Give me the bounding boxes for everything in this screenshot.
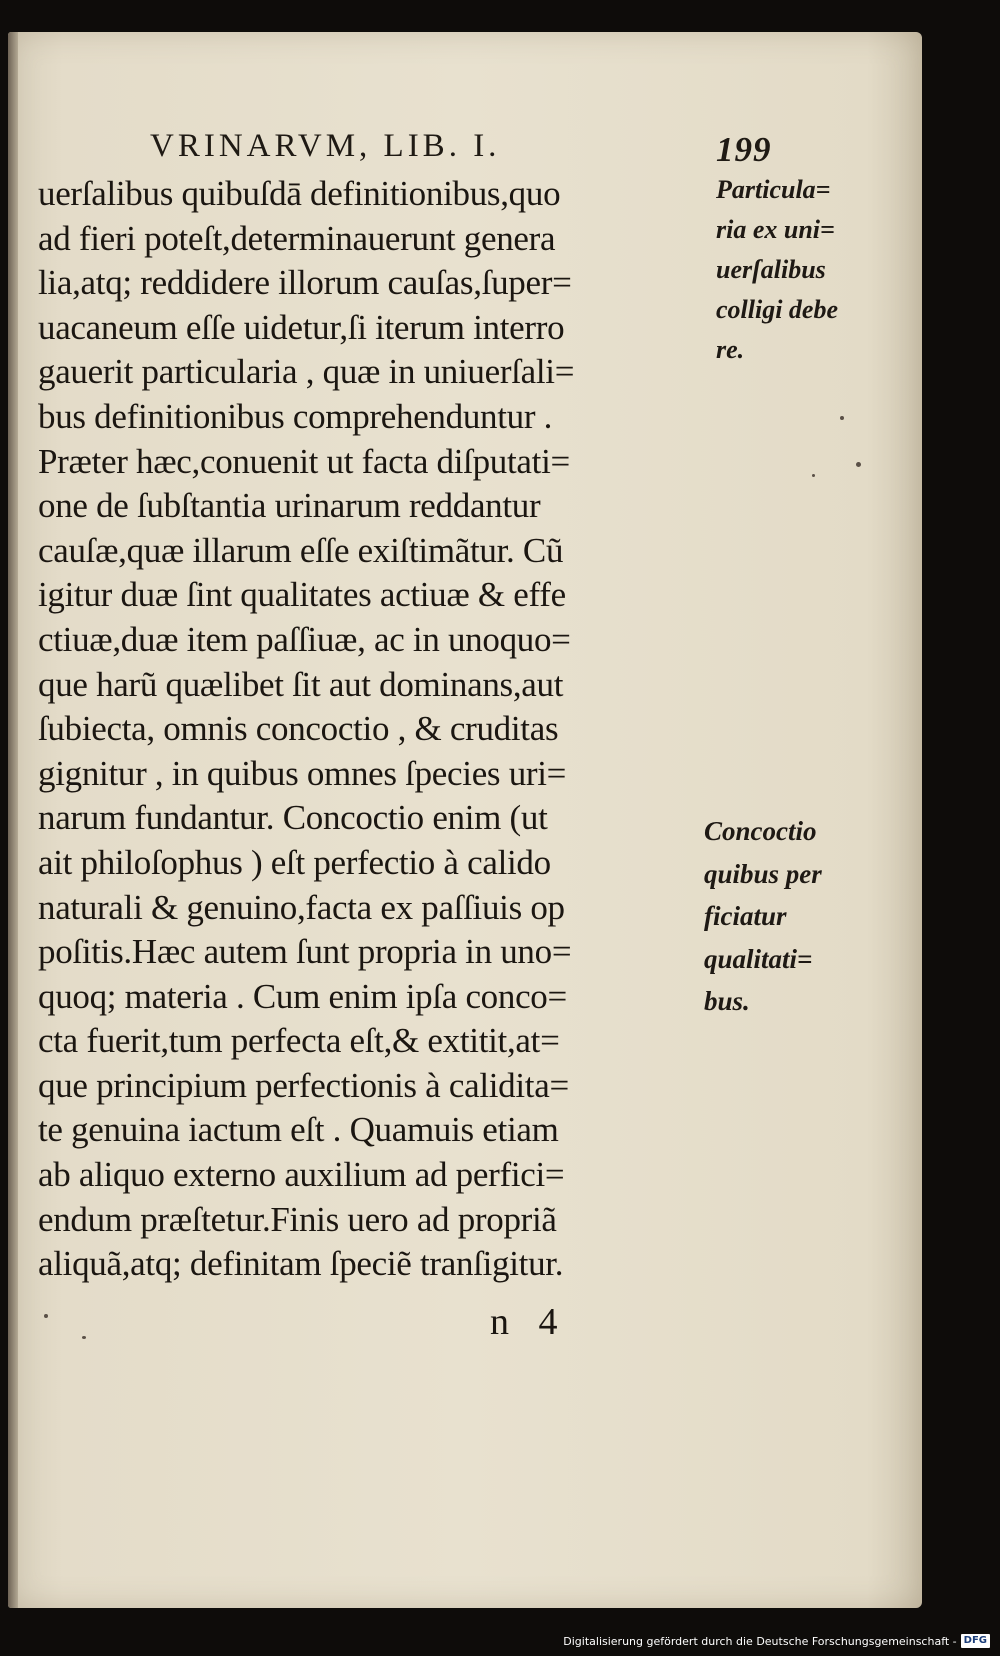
- marginal-note-line: ria ex uni=: [716, 215, 835, 244]
- ink-speck: [856, 462, 861, 467]
- marginal-note-line: ficiatur: [704, 901, 787, 931]
- marginal-note-concoctio: [704, 810, 822, 1023]
- text-line: cauſæ,quæ illarum eſſe exiſtimãtur. Cũ: [38, 530, 564, 570]
- text-line: endum præſtetur.Finis uero ad propriã: [38, 1199, 557, 1239]
- text-line: uerſalibus quibuſdā definitionibus,quo: [38, 174, 561, 213]
- marginal-note-line: bus.: [704, 986, 750, 1016]
- dfg-logo: DFG: [961, 1634, 990, 1648]
- text-line: gauerit particularia , quæ in uniuerſali=: [38, 352, 575, 392]
- text-line: ait philoſophus ) eſt perfectio à calido: [38, 842, 551, 882]
- text-line: aliquã,atq; definitam ſpeciẽ tranſigitur.: [38, 1244, 564, 1284]
- text-line: poſitis.Hæc autem ſunt propria in uno=: [38, 932, 572, 972]
- page-gutter-edge: [8, 32, 18, 1608]
- text-line: lia,atq; reddidere illorum cauſas,ſuper=: [38, 263, 572, 303]
- marginal-note-line: Concoctio: [704, 816, 817, 846]
- text-line: que principium perfectionis à calidita=: [38, 1065, 569, 1105]
- text-line: gignitur , in quibus omnes ſpecies uri=: [38, 753, 567, 793]
- text-line: narum fundantur. Concoctio enim (ut: [38, 798, 548, 838]
- text-line: ad fieri poteſt,determinauerunt genera: [38, 218, 556, 258]
- text-line: ſubiecta, omnis concoctio , & cruditas: [38, 709, 559, 749]
- running-header: VRINARVM, LIB. I.: [150, 128, 501, 164]
- marginal-note-line: Particula=: [716, 175, 831, 204]
- signature-mark: n 4: [490, 1301, 568, 1343]
- text-line: one de ſubſtantia urinarum reddantur: [38, 486, 541, 526]
- text-line: cta fuerit,tum perfecta eſt,& extitit,at=: [38, 1021, 560, 1061]
- text-line: ab aliquo externo auxilium ad perfici=: [38, 1155, 565, 1195]
- marginal-note-line: uerſalibus: [716, 255, 826, 284]
- text-line: naturali & genuino,facta ex paſſiuis op: [38, 887, 565, 927]
- text-line: Præter hæc,conuenit ut facta diſputati=: [38, 441, 570, 481]
- credit-text: Digitalisierung gefördert durch die Deutsche Forschungsgemeinschaft -: [563, 1634, 957, 1648]
- marginal-note-line: quibus per: [704, 858, 822, 889]
- marginal-note-particularia: [716, 170, 838, 370]
- ink-speck: [44, 1314, 48, 1318]
- marginal-note-line: re.: [716, 335, 745, 364]
- text-line: te genuina iactum eſt . Quamuis etiam: [38, 1110, 559, 1150]
- text-line: que harũ quælibet ſit aut dominans,aut: [38, 664, 564, 704]
- text-line: ctiuæ,duæ item paſſiuæ, ac in unoquo=: [38, 619, 571, 659]
- text-line: bus definitionibus comprehenduntur .: [38, 396, 553, 436]
- ink-speck: [82, 1336, 86, 1339]
- marginal-note-line: qualitati=: [704, 943, 813, 974]
- text-line: igitur duæ ſint qualitates actiuæ & effe: [38, 575, 566, 615]
- digitization-credit: [563, 1632, 990, 1650]
- marginal-note-line: colligi debe: [716, 295, 839, 324]
- text-line: quoq; materia . Cum enim ipſa conco=: [38, 976, 567, 1016]
- ink-speck: [812, 474, 815, 477]
- ink-speck: [840, 416, 844, 420]
- body-text: [38, 172, 698, 1287]
- folio-number: 199: [716, 130, 772, 169]
- text-line: uacaneum eſſe uidetur,ſi iterum interro: [38, 307, 565, 347]
